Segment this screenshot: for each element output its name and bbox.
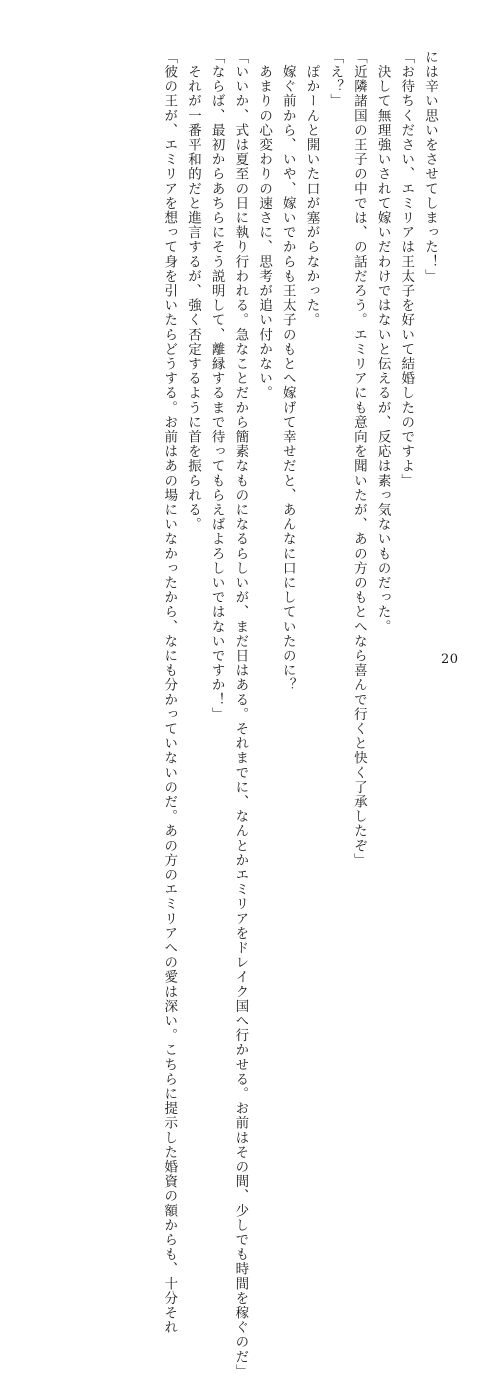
text-line: 「いいか、式は夏至の日に執り行われる。急なことだから簡素なものになるらしいが、まだ日はある。それまでに、なんとかエミリアをドレイク国へ行かせる。お前はその間、少しでも時間を稼ぐのだ」: [232, 50, 249, 1379]
text-line: あまりの心変わりの速さに、思考が追い付かない。: [256, 50, 273, 401]
vertical-text-body: [61, 50, 441, 1379]
text-line: には辛い思いをさせてしまった！」: [422, 50, 438, 284]
text-line: 「彼の王が、エミリアを想って身を引いたらどうする。お前はあの場にいなかったから、なにも分かっていないのだ。あの方のエミリアへの愛は深い。こちらに提示した婚資の額からも、十分それ: [161, 50, 178, 1335]
text-line: 嫁ぐ前から、いや、嫁いでからも王太子のもとへ嫁げて幸せだと、あんなに口にしていたのに？: [279, 50, 296, 693]
text-line: 「え？」: [327, 50, 344, 109]
text-line: 「ならば、最初からあちらにそう説明して、離縁するまで待ってもらえばよろしいではないですか！」: [208, 50, 225, 722]
text-line: 「お待ちください、エミリアは王太子を好いて結婚したのですよ」: [398, 50, 415, 488]
text-line: それが一番平和的だと進言するが、強く否定するように首を振られる。: [184, 50, 201, 532]
text-line: ぽかーんと開いた口が塞がらなかった。: [303, 50, 320, 328]
text-line: 決して無理強いされて嫁いだわけではないと伝えるが、反応は素っ気ないものだった。: [374, 50, 391, 634]
page-number: 20: [441, 652, 459, 667]
text-line: 「近隣諸国の王子の中では、の話だろう。エミリアにも意向を聞いたが、あの方のもとへなら喜んで行くと快く了承したぞ」: [350, 50, 367, 868]
